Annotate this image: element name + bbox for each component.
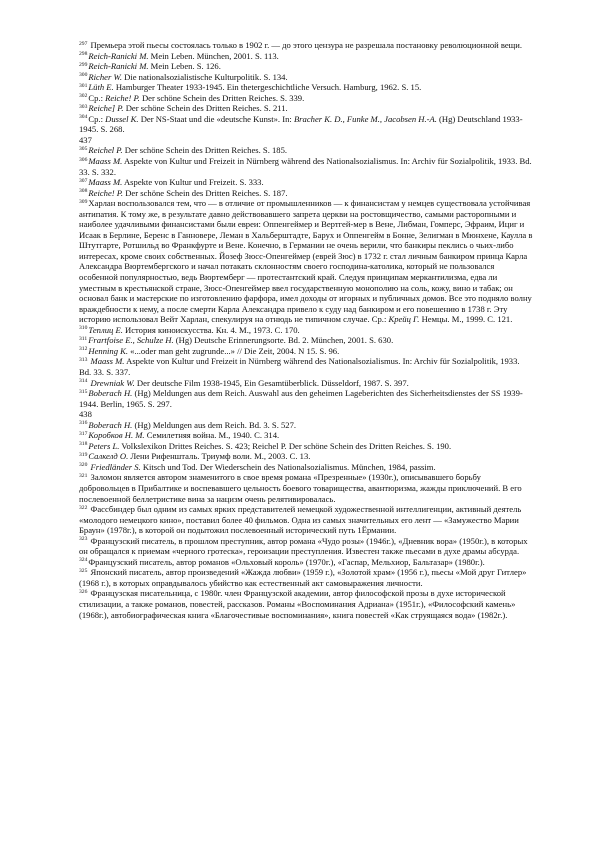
footnote-297: $^{297}$ Премьера этой пьесы состоялась только в 1902 г. — до этого цензура не разрешала постановку революционной вещи. (79, 40, 523, 50)
footnote-305: $^{305}$Reichel P. Der schöne Schein des Dritten Reiches. S. 185. (79, 145, 288, 156)
footnote-317: $^{317}$Коробков Н. М. Семилетняя война. М., 1940. С. 314. (79, 430, 280, 441)
footnote-309: $^{309}$Харлан воспользовался тем, что — в отличие от промышленников — к финансистам у немцев существовала устойчивая антипатия. К тому же, в результате давно действовавшего запрета церкви на ростовщичество, самыми расторопными и наиболее удачливыми финансистами были евреи: Оппенгеймер и Вертгей-мер в Вене, Либман, Гомперс, Эфраим, Ициг и Исаак в Берлине, Беренс в Ганновере, Леман в Хальберштадте, Барух и Оппенгейм в Бонне, Зелигман в Мюнхене, Каулла в Штутгарте, Ротшильд во Франкфурте и Вене. Конечно, в Германии не очень верили, что банкиры пеклись о чьих-либо интересах, кроме своих собственных. Йозеф Зюсс-Опенгеймер (еврей Зюс) в 1732 г. стал личным банкиром принца Карла Александра Вюртембергского и начал потакать склонностям своего господина-католика, который не пользовался особенной популярностью, ведь Вюртемберг — протестантский край. Следуя принципам меркантилизма, едва ли уместным в крестьянской стране, Зюсс-Опенгеймер ввел государственную монополию на соль, кожу, вино и табак; он основал банк и мастерские по изготовлению фарфора, имел доходы от игорных и публичных домов. Все это подняло волну враждебности к нему, а после смерти Карла Александра привело к суду над банкиром и его повешению в 1738 г. Эту историю использовал Вейт Харлан, спекулируя на отнюдь не типичном случае. Ср.: Крейц Г. Немцы. М., 1999. С. 121. (79, 198, 533, 325)
footnote-326: $^{326}$ Французская писательница, с 1980г. член Французской академии, автор философской прозы в духе исторической стилизации, а также романов, повестей, рассказов. Романы «Воспоминания Адриана» (1951г.), «Философский камень» (1968г.), автобиографическая книга «Благочестивые воспоминания», книга повестей «Как струящаяся вода» (1982г.). (79, 588, 516, 620)
footnote-323: $^{323}$ Французский писатель, в прошлом преступник, автор романа «Чудо розы» (1946г.), «Дневник вора» (1950г.), в которых он обращался к приемам «черного гротеска», героизации преступления. Известен также пьесами в духе драмы абсурда. (79, 535, 528, 557)
footnote-299: $^{299}$Reich-Ranicki M. Mein Leben. S. 126. (79, 61, 221, 72)
footnote-315: $^{315}$Boberach H. (Hg) Meldungen aus dem Reich. Auswahl aus den geheimen Lageberichten des Sicherheitsdienstes der SS 1939-1944. Berlin, 1965. S. 297. (79, 388, 523, 409)
footnote-300: $^{300}$Richer W. Die nationalsozialistische Kulturpolitik. S. 134. (79, 71, 288, 82)
footnote-318: $^{318}$Peters L. Volkslexikon Drittes Reiches. S. 423; Reichel P. Der schöne Schein des Dritten Reiches. S. 190. (79, 440, 452, 451)
footnote-298: $^{298}$Reich-Ranicki M. Mein Leben. München, 2001. S. 113. (79, 50, 279, 61)
footnote-308: $^{308}$Reiche! P. Der schöne Schein des Dritten Reiches. S. 187. (79, 187, 288, 198)
footnote-316: $^{316}$Boberach H. (Hg) Meldungen aus dem Reich. Bd. 3. S. 527. (79, 419, 297, 430)
footnote-306: $^{306}$Maass M. Aspekte von Kultur und Freizeit in Nürnberg während des Nationalsozialismus. In: Archiv für Sozialpolitik, 1933. Bd. 33. S. 332. (79, 156, 532, 177)
footnote-301: $^{301}$Lüth E. Hamburger Theater 1933-1945. Ein thetergeschichtliche Versuch. Hamburg, 1962. S. 15. (79, 82, 422, 93)
footnotes-page (79, 40, 533, 620)
page-number: 438 (79, 409, 92, 420)
footnote-314: $^{314}$ Drewniak W. Der deutsche Film 1938-1945, Ein Gesamtüberblick. Düsseldorf, 1987. S. 397. (79, 377, 409, 388)
footnote-320: $^{320}$ Friedländer S. Kitsch und Tod. Der Wiederschein des Nationalsozialismus. München, 1984, passim. (79, 461, 436, 472)
footnote-319: $^{319}$Салкелд О. Лени Рифеншталь. Триумф воли. М., 2003. С. 13. (79, 451, 311, 462)
footnote-322: $^{322}$ Фассбиндер был одним из самых ярких представителей немецкой художественной интеллигенции, активный деятель «молодого немецкого кино», поставил более 40 фильмов. Одна из самых значительных его лент — «Замужество Марии Браун» (1978г.), в которой он подытожил послевоенный исторический путь 1Ёрмании. (79, 504, 522, 536)
footnote-302: $^{302}$Cp.: Reiche! P. Der schöne Schein des Dritten Reiches. S. 339. (79, 92, 305, 103)
footnote-304: $^{304}$Cp.: Dussel K. Der NS-Staat und die «deutsche Kunst». In: Bracher K. D., Funke M., Jacobsen H.-A. (Hg) Deutschland 1933-1945. S. 268. (79, 113, 523, 135)
footnote-310: $^{310}$Теплиц Е. История киноискусства. Кн. 4. М., 1973. С. 170. (79, 324, 300, 335)
footnote-313: $^{313}$ Maass M. Aspekte von Kultur und Freizeit in Nürnberg während des Nationalsozialismus. In: Archiv für Sozialpolitik, 1933. Bd. 33. S. 337. (79, 356, 520, 377)
footnote-324: $^{324}$Французский писатель, автор романов «Ольховый король» (1970г.), «Гаспар, Мельхиор, Бальтазар» (1980г.). (79, 556, 485, 567)
footnote-307: $^{307}$Maass M. Aspekte von Kultur und Freizeit. S. 333. (79, 177, 264, 188)
footnote-321: $^{321}$ Заломон является автором знаменитого в свое время романа «Презренные» (1930г.), описывавшего борьбу добровольцев в Прибалтике и воспевавшего цельность боевого товарищества, авантюризма, жажды приключений. В его послевоенной беллетристике вина за нацизм очень релятивировалась. (79, 472, 522, 504)
footnote-312: $^{312}$Henning K. «...oder man geht zugrunde...» // Die Zeit, 2004. N 15. S. 96. (79, 345, 340, 356)
footnote-311: $^{311}$Frartfoise E., Schulze H. (Hg) Deutsche Erinnerungsorte. Bd. 2. München, 2001. S. 630. (79, 335, 394, 346)
footnote-303: $^{303}$Reiche] P. Der schöne Schein des Dritten Reiches. S. 211. (79, 103, 288, 114)
footnote-325: $^{325}$ Японский писатель, автор произведений «Жажда любви» (1959 г.), «Золотой храм» (1956 г.), пьесы «Мой друг Гитлер» (1968 г.), в которых оправдывалось убийство как естественный акт самовыражения личности. (79, 567, 527, 588)
page-number: 437 (79, 134, 92, 145)
